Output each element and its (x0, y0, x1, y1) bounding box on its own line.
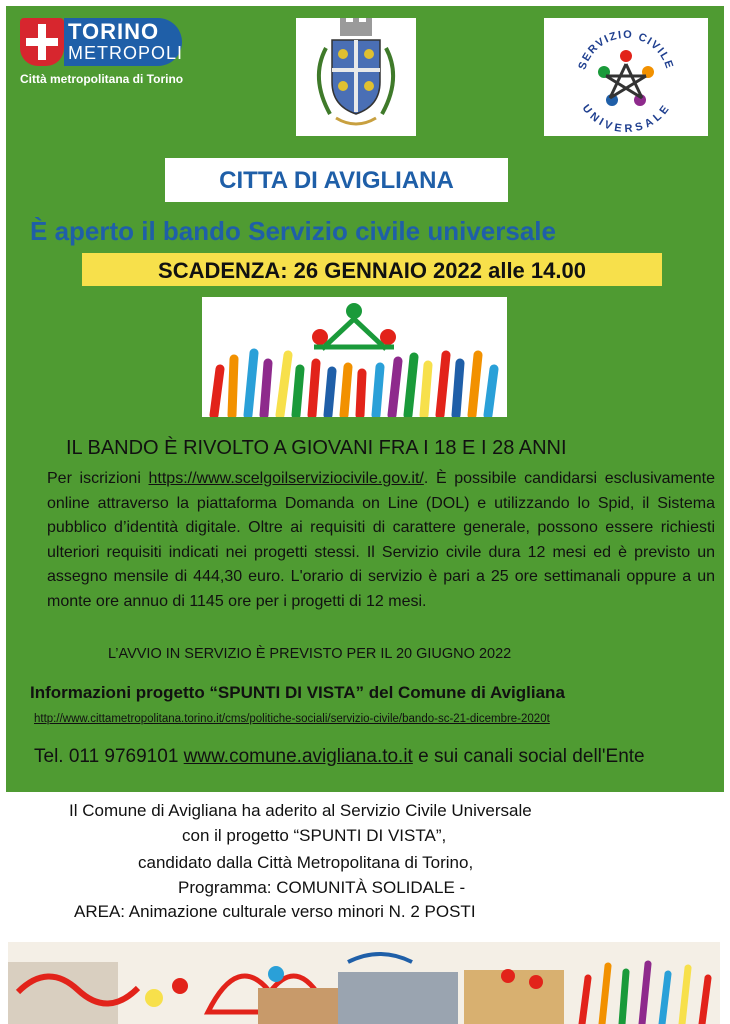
phone-number: Tel. 011 9769101 (34, 746, 184, 767)
deadline-banner (82, 253, 662, 286)
bando-description (47, 467, 715, 614)
avigliana-crest-logo (296, 18, 416, 136)
torino-logo-line2: METROPOLI (68, 43, 184, 63)
eligibility-heading: IL BANDO È RIVOLTO A GIOVANI FRA I 18 E I 28 ANNI (66, 437, 567, 459)
raised-hands-icon (202, 297, 507, 417)
bando-intro: Per iscrizioni (47, 470, 149, 487)
torino-logo-caption: Città metropolitana di Torino (20, 72, 184, 86)
scu-logo-bottom-text: UNIVERSALE (579, 102, 673, 136)
servizio-civile-universale-logo (544, 18, 708, 136)
torino-metropoli-logo (18, 14, 186, 88)
svg-text:UNIVERSALE (580, 103, 673, 136)
headline: È aperto il bando Servizio civile universale (30, 216, 556, 246)
crest-icon (296, 18, 416, 136)
project-info-heading: Informazioni progetto “SPUNTI DI VISTA” del Comune di Avigliana (30, 683, 565, 702)
scu-logo-top-text: SERVIZIO CIVILE (576, 28, 676, 72)
adesione-line-2: con il progetto “SPUNTI DI VISTA”, (182, 826, 447, 845)
start-date-note: L’AVVIO IN SERVIZIO È PREVISTO PER IL 20 GIUGNO 2022 (108, 646, 512, 662)
comune-website-link[interactable]: www.comune.avigliana.to.it (183, 746, 413, 767)
scu-star-icon (544, 18, 708, 136)
scelgo-servizio-civile-link[interactable]: https://www.scelgoilserviziocivile.gov.it/ (148, 470, 424, 487)
collage-icon (8, 942, 720, 1024)
torino-shield-icon (20, 18, 64, 66)
bando-details: . È possibile candidarsi esclusivamente online attraverso la piattaforma Domanda on Line (DOL) e utilizzando lo Spid, il Sistema pubblico d’identità digitale. Oltre ai requisiti di carattere generale, possono essere richiesti ulteriori requisiti indicati nei progetti stessi. Il Servizio civile dura 12 mesi ed è previsto un assegno mensile di 444,30 euro. L'orario di servizio è pari a 25 ore settimanali oppure a un monte ore annuo di 1145 ore per i progetti di 12 mesi. (47, 470, 715, 610)
adesione-line-4: Programma: COMUNITÀ SOLIDALE - (178, 878, 466, 897)
adesione-line-1: Il Comune di Avigliana ha aderito al Servizio Civile Universale (69, 801, 532, 820)
adesione-line-5: AREA: Animazione culturale verso minori N. 2 POSTI (74, 902, 476, 921)
contact-line (34, 746, 645, 768)
deadline-text: SCADENZA: 26 GENNAIO 2022 alle 14.00 (158, 258, 586, 283)
footer-collage-image (8, 942, 720, 1024)
page-title: CITTA DI AVIGLIANA (219, 167, 454, 194)
raised-hands-image (202, 297, 507, 417)
title-box (165, 158, 508, 202)
adesione-line-3: candidato dalla Città Metropolitana di Torino, (138, 853, 474, 872)
project-info-link[interactable]: http://www.cittametropolitana.torino.it/cms/politiche-sociali/servizio-civile/bando-sc-21-dicembre-2020t (34, 713, 550, 725)
torino-logo-line1: TORINO (68, 19, 160, 44)
contact-suffix: e sui canali social dell'Ente (412, 746, 645, 767)
